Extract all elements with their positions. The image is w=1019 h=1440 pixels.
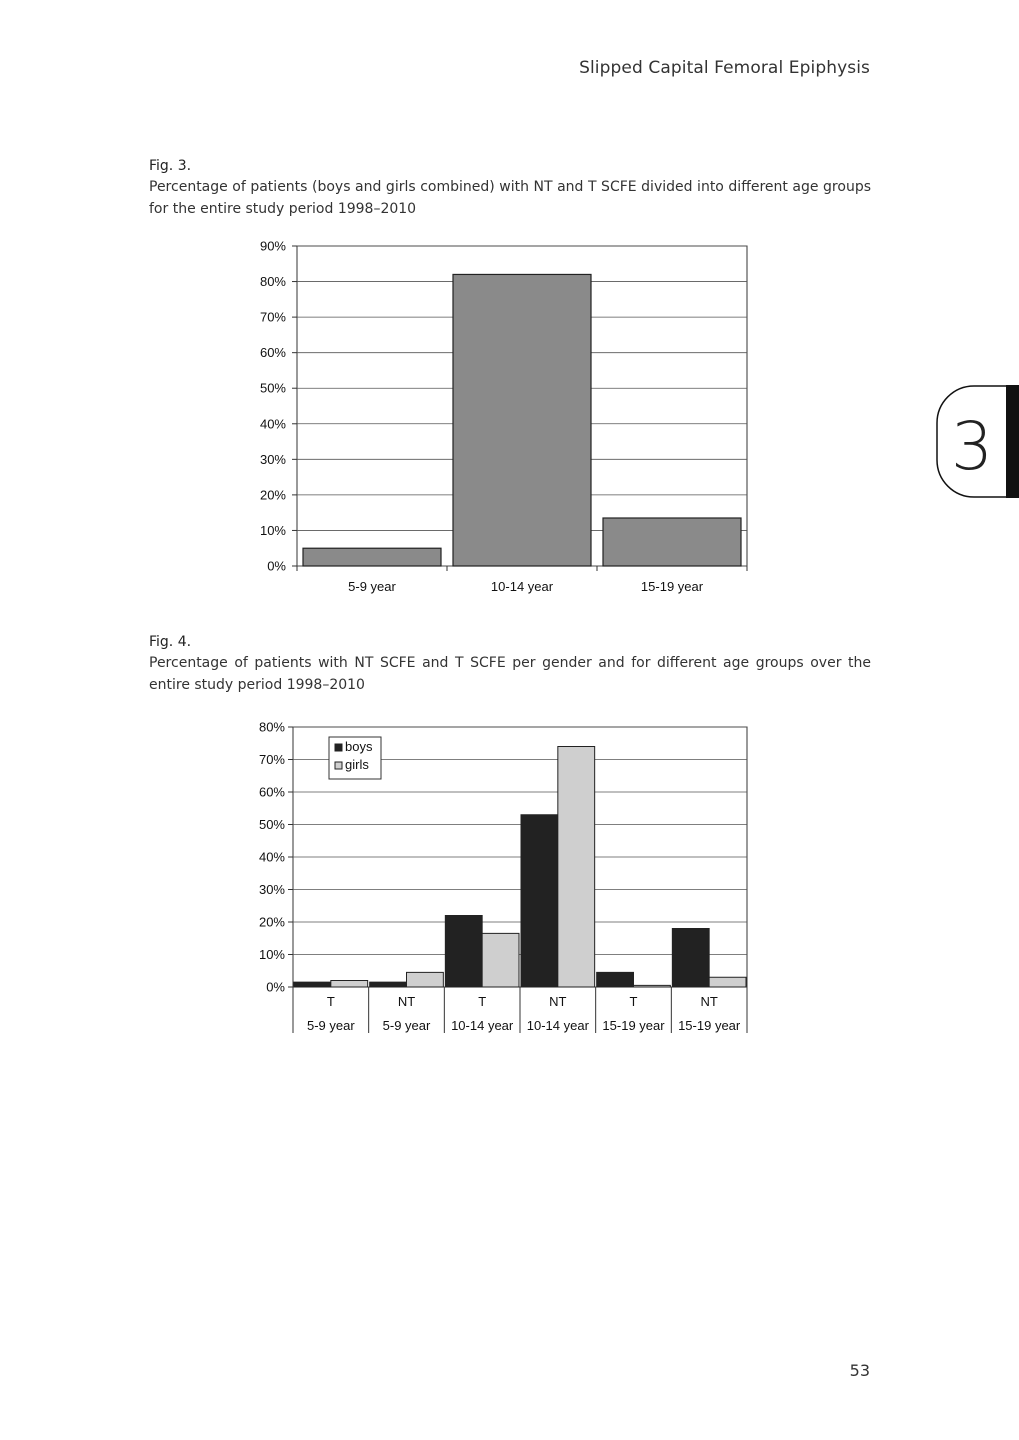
bar-girls xyxy=(407,972,444,987)
x-group-label: 15-19 year xyxy=(602,1018,665,1033)
chapter-tab-bar xyxy=(1006,385,1019,498)
x-group-label: 5-9 year xyxy=(382,1018,431,1033)
bar-girls xyxy=(331,981,368,988)
y-tick-label: 30% xyxy=(258,882,285,897)
x-tick-label: NT xyxy=(700,994,718,1009)
y-tick-label: 40% xyxy=(259,416,286,432)
bar-girls xyxy=(482,933,519,987)
x-tick-label: T xyxy=(326,994,335,1009)
y-tick-label: 10% xyxy=(259,522,286,538)
legend-swatch-boys xyxy=(335,744,342,751)
bar xyxy=(303,548,441,566)
x-group-label: 5-9 year xyxy=(306,1018,355,1033)
x-tick-label: T xyxy=(629,994,638,1009)
y-tick-label: 60% xyxy=(259,345,286,361)
fig3-bar-chart xyxy=(240,234,760,604)
bar xyxy=(603,518,741,566)
fig4-caption: Percentage of patients with NT SCFE and T SCFE per gender and for different age groups over the entire study period 1998–2010 xyxy=(149,655,871,693)
fig3-caption: Percentage of patients (boys and girls combined) with NT and T SCFE divided into different age groups for the entire study period 1998–2010 xyxy=(149,179,871,217)
y-tick-label: 90% xyxy=(259,238,286,254)
y-tick-label: 70% xyxy=(259,309,286,325)
x-group-label: 15-19 year xyxy=(678,1018,741,1033)
y-tick-label: 60% xyxy=(258,784,285,800)
y-tick-label: 80% xyxy=(259,274,286,290)
y-tick-label: 20% xyxy=(259,487,286,503)
y-tick-label: 30% xyxy=(259,451,286,467)
y-tick-label: 10% xyxy=(258,947,285,962)
bar-boys xyxy=(445,916,482,988)
bar-boys xyxy=(672,929,709,988)
x-tick-label: T xyxy=(478,994,487,1009)
x-group-label: 10-14 year xyxy=(526,1018,589,1033)
bar xyxy=(453,274,591,566)
fig4-label: Fig. 4. xyxy=(149,634,192,650)
bar-boys xyxy=(597,972,634,987)
bar-girls xyxy=(558,747,595,988)
page-number: 53 xyxy=(849,1361,870,1380)
y-tick-label: 50% xyxy=(259,380,286,396)
chapter-tab xyxy=(936,385,1019,498)
y-tick-label: 80% xyxy=(258,719,285,735)
y-tick-label: 40% xyxy=(258,849,285,865)
legend-label-girls: girls xyxy=(345,757,369,772)
fig3-label: Fig. 3. xyxy=(149,158,192,174)
legend-swatch-girls xyxy=(335,762,342,769)
x-tick-label: NT xyxy=(549,994,567,1009)
bar-girls xyxy=(709,977,746,987)
bar-girls xyxy=(634,985,671,987)
x-tick-label: NT xyxy=(397,994,416,1009)
x-tick-label: 5-9 year xyxy=(348,579,396,594)
y-tick-label: 20% xyxy=(258,914,285,930)
legend-label-boys: boys xyxy=(345,739,373,754)
chapter-number: 3 xyxy=(951,408,993,485)
x-tick-label: 15-19 year xyxy=(640,579,704,594)
x-group-label: 10-14 year xyxy=(451,1018,514,1033)
bar-boys xyxy=(294,982,331,987)
y-tick-label: 0% xyxy=(267,558,286,574)
y-tick-label: 0% xyxy=(266,979,285,995)
y-tick-label: 50% xyxy=(258,817,285,832)
x-tick-label: 10-14 year xyxy=(490,579,554,594)
bar-boys xyxy=(521,815,558,987)
y-tick-label: 70% xyxy=(258,752,285,767)
bar-boys xyxy=(370,982,407,987)
running-header: Slipped Capital Femoral Epiphysis xyxy=(579,58,870,78)
fig4-grouped-bar-chart xyxy=(240,715,760,1040)
